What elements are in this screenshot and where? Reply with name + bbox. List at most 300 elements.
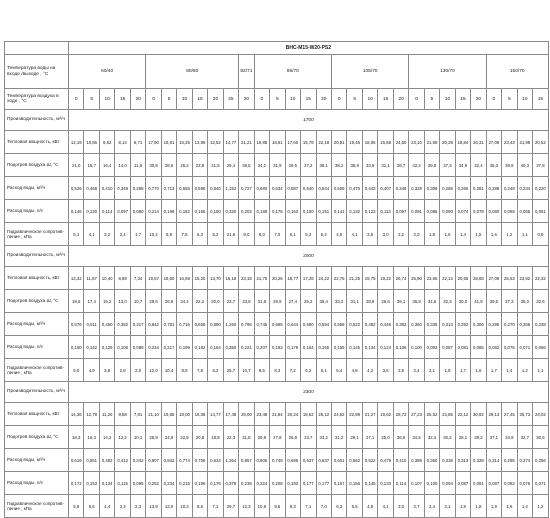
air-temperature-cell: 20 xyxy=(130,89,145,110)
table-cell: 7,1 xyxy=(208,495,223,518)
table-cell: 1,364 xyxy=(223,449,238,472)
table-cell: 31,1 xyxy=(378,154,393,177)
table-row xyxy=(5,472,549,495)
table-cell: 0,091 xyxy=(471,472,486,495)
water-temperature-group: 95/70 xyxy=(254,55,331,89)
table-cell: 0,412 xyxy=(115,449,130,472)
table-cell: 16,18 xyxy=(223,267,238,290)
table-cell: 2,3 xyxy=(130,495,145,518)
table-cell: 11,87 xyxy=(84,267,99,290)
table-row xyxy=(5,290,549,313)
air-temperature-cell: 10 xyxy=(517,89,532,110)
table-cell: 1,2 xyxy=(517,359,532,382)
table-cell: 31,9 xyxy=(270,154,285,177)
table-cell: 0,252 xyxy=(146,472,161,495)
table-cell: 0,167 xyxy=(331,472,346,495)
table-cell: 28,6 xyxy=(146,290,161,313)
table-cell: 0,150 xyxy=(208,200,223,223)
table-cell: 10,86 xyxy=(84,131,99,154)
table-cell: 0,087 xyxy=(486,472,501,495)
table-cell: 22,89 xyxy=(347,403,362,426)
table-cell: 0,145 xyxy=(347,336,362,359)
table-cell: 0,558 xyxy=(331,313,346,336)
airflow-value: 2300 xyxy=(69,382,549,403)
table-cell: 23,92 xyxy=(517,267,532,290)
table-cell: 0,078 xyxy=(471,200,486,223)
table-cell: 21,0 xyxy=(69,154,84,177)
table-cell: 30,2 xyxy=(440,426,455,449)
table-cell: 0,114 xyxy=(99,200,114,223)
table-cell: 0,695 xyxy=(270,313,285,336)
table-cell: 2,6 xyxy=(393,359,408,382)
table-cell: 7,5 xyxy=(177,223,192,246)
table-row xyxy=(5,495,549,518)
table-cell: 4,8 xyxy=(362,495,377,518)
table-cell: 39,2 xyxy=(471,426,486,449)
table-cell: 0,156 xyxy=(347,472,362,495)
table-cell: 33,2 xyxy=(331,290,346,313)
table-cell: 27,45 xyxy=(502,403,517,426)
table-cell: 34,5 xyxy=(409,426,424,449)
table-cell: 0,256 xyxy=(517,313,532,336)
table-cell: 35,4 xyxy=(316,290,331,313)
table-cell: 0,745 xyxy=(254,313,269,336)
table-cell: 3,2 xyxy=(99,223,114,246)
table-cell: 21,21 xyxy=(239,131,254,154)
table-cell: 0,164 xyxy=(208,336,223,359)
table-cell: 20,28 xyxy=(440,131,455,154)
table-cell: 24,22 xyxy=(316,267,331,290)
table-cell: 0,134 xyxy=(99,472,114,495)
table-cell: 0,202 xyxy=(239,200,254,223)
table-cell: 0,634 xyxy=(208,449,223,472)
table-cell: 1,7 xyxy=(486,359,501,382)
airflow-header-row xyxy=(5,246,549,267)
water-temperature-group: 150/70 xyxy=(486,55,548,89)
table-cell: 0,382 xyxy=(393,313,408,336)
air-temperature-cell: 0 xyxy=(146,89,161,110)
table-cell: 0,071 xyxy=(533,472,549,495)
water-temperature-row xyxy=(5,55,549,89)
table-cell: 6,9 xyxy=(69,495,84,518)
table-cell: 29,13 xyxy=(486,403,501,426)
table-cell: 27,2 xyxy=(301,154,316,177)
air-temperature-cell: 5 xyxy=(161,89,176,110)
air-temperature-cell: 25 xyxy=(223,89,238,110)
table-cell: 0,074 xyxy=(455,200,470,223)
table-cell: 0,094 xyxy=(440,472,455,495)
table-cell: 1,4 xyxy=(455,223,470,246)
table-cell: 0,594 xyxy=(316,313,331,336)
table-cell: 21,6 xyxy=(223,223,238,246)
air-temperature-cell: 20 xyxy=(393,89,408,110)
table-cell: 10,7 xyxy=(130,290,145,313)
table-cell: 0,842 xyxy=(161,449,176,472)
table-cell: 27,23 xyxy=(409,403,424,426)
table-cell: 0,141 xyxy=(331,200,346,223)
table-cell: 0,342 xyxy=(130,449,145,472)
table-cell: 22,32 xyxy=(533,267,549,290)
table-cell: 0,482 xyxy=(99,449,114,472)
table-cell: 0,314 xyxy=(486,449,501,472)
table-cell: 24,4 xyxy=(177,290,192,313)
table-cell: 0,164 xyxy=(301,336,316,359)
table-cell: 0,133 xyxy=(378,472,393,495)
table-cell: 0,781 xyxy=(161,313,176,336)
table-cell: 6,3 xyxy=(192,223,207,246)
row-label: Расход воды, м³/ч xyxy=(5,177,69,200)
table-cell: 2,0 xyxy=(409,223,424,246)
table-cell: 6,1 xyxy=(285,223,300,246)
table-cell: 0,107 xyxy=(409,472,424,495)
table-cell: 26,6 xyxy=(378,290,393,313)
table-cell: 0,080 xyxy=(440,200,455,223)
table-cell: 0,590 xyxy=(301,313,316,336)
table-cell: 2,4 xyxy=(424,495,439,518)
table-cell: 10,9 xyxy=(254,495,269,518)
table-cell: 9,5 xyxy=(254,359,269,382)
air-temperature-cell: 5 xyxy=(502,89,517,110)
table-cell: 25,52 xyxy=(424,403,439,426)
table-cell: 23,9 xyxy=(192,154,207,177)
air-temperature-cell: 15 xyxy=(192,89,207,110)
table-cell: 1,9 xyxy=(486,495,501,518)
table-cell: 29,6 xyxy=(270,290,285,313)
table-cell: 0,598 xyxy=(192,177,207,200)
table-cell: 23,43 xyxy=(502,131,517,154)
table-cell: 0,511 xyxy=(84,313,99,336)
table-cell: 19,45 xyxy=(347,131,362,154)
table-cell: 0,385 xyxy=(409,449,424,472)
table-cell: 5,2 xyxy=(316,223,331,246)
air-temperature-cell: 15 xyxy=(533,89,549,110)
table-cell: 0,634 xyxy=(270,177,285,200)
table-cell: 2,2 xyxy=(393,223,408,246)
table-cell: 0,179 xyxy=(285,336,300,359)
table-cell: 0,095 xyxy=(130,472,145,495)
table-cell: 0,176 xyxy=(270,200,285,223)
table-cell: 20,24 xyxy=(285,403,300,426)
table-cell: 0,713 xyxy=(161,177,176,200)
table-cell: 0,680 xyxy=(254,177,269,200)
table-cell: 31,1 xyxy=(347,290,362,313)
table-cell: 0,706 xyxy=(192,449,207,472)
table-cell: 0,224 xyxy=(254,472,269,495)
table-cell: 0,061 xyxy=(533,200,549,223)
table-cell: 0,088 xyxy=(130,336,145,359)
table-cell: 0,857 xyxy=(239,449,254,472)
water-temperature-group: 60/40 xyxy=(69,55,146,89)
table-cell: 0,234 xyxy=(146,336,161,359)
water-temperature-group: 130/70 xyxy=(409,55,486,89)
table-cell: 0,182 xyxy=(192,336,207,359)
table-cell: 34,2 xyxy=(254,154,269,177)
airflow-label: Производительность, м³/ч xyxy=(5,110,69,131)
table-cell: 20,8 xyxy=(192,426,207,449)
table-cell: 0,907 xyxy=(146,449,161,472)
table-cell: 31,2 xyxy=(331,426,346,449)
table-cell: 0,295 xyxy=(486,313,501,336)
table-cell: 5,5 xyxy=(347,495,362,518)
table-cell: 0,450 xyxy=(99,313,114,336)
table-cell: 0,727 xyxy=(239,177,254,200)
table-cell: 0,234 xyxy=(517,177,532,200)
table-cell: 0,196 xyxy=(192,472,207,495)
table-cell: 0,774 xyxy=(177,449,192,472)
table-cell: 0,075 xyxy=(502,336,517,359)
table-cell: 0,146 xyxy=(69,200,84,223)
table-cell: 16,68 xyxy=(378,131,393,154)
table-cell: 18,00 xyxy=(177,403,192,426)
table-cell: 5,4 xyxy=(331,359,346,382)
table-cell: 0,313 xyxy=(440,313,455,336)
table-cell: 19,75 xyxy=(362,267,377,290)
table-cell: 32,4 xyxy=(424,426,439,449)
row-label: Гидравлическое сопротив-ление , кПа xyxy=(5,495,69,518)
table-cell: 0,317 xyxy=(130,313,145,336)
air-temperature-cell: 0 xyxy=(486,89,501,110)
table-cell: 22,13 xyxy=(440,267,455,290)
table-cell: 1,152 xyxy=(223,177,238,200)
table-cell: 0,328 xyxy=(409,177,424,200)
table-cell: 0,349 xyxy=(115,177,130,200)
table-row xyxy=(5,359,549,382)
table-cell: 6,2 xyxy=(208,359,223,382)
table-cell: 1,2 xyxy=(502,223,517,246)
table-cell: 1,8 xyxy=(424,223,439,246)
table-cell: 1,8 xyxy=(440,359,455,382)
table-cell: 18,3 xyxy=(69,426,84,449)
table-cell: 33,9 xyxy=(239,290,254,313)
table-cell: 21,84 xyxy=(270,403,285,426)
table-cell: 34,9 xyxy=(502,426,517,449)
table-cell: 25,73 xyxy=(517,403,532,426)
table-cell: 0,081 xyxy=(455,336,470,359)
table-cell: 0,132 xyxy=(347,200,362,223)
table-cell: 18,22 xyxy=(378,267,393,290)
table-cell: 20,52 xyxy=(533,131,549,154)
table-cell: 0,274 xyxy=(517,449,532,472)
table-row xyxy=(5,154,549,177)
table-cell: 0,335 xyxy=(424,313,439,336)
table-cell: 32,4 xyxy=(471,154,486,177)
air-temperature-cell: 0 xyxy=(409,89,424,110)
row-label: Подогрев воздуха Δt, °С xyxy=(5,426,69,449)
table-cell: 0,526 xyxy=(69,177,84,200)
table-cell: 33,5 xyxy=(362,154,377,177)
table-cell: 8,89 xyxy=(115,267,130,290)
table-cell: 25,4 xyxy=(223,154,238,177)
table-cell: 0,115 xyxy=(115,472,130,495)
table-cell: 18,7 xyxy=(84,154,99,177)
table-cell: 30,8 xyxy=(146,154,161,177)
table-cell: 0,065 xyxy=(517,200,532,223)
table-cell: 31,8 xyxy=(239,426,254,449)
table-cell: 0,644 xyxy=(285,313,300,336)
table-cell: 31,8 xyxy=(254,290,269,313)
table-cell: 38,2 xyxy=(331,154,346,177)
table-cell: 1,1 xyxy=(533,359,549,382)
table-cell: 8,3 xyxy=(285,495,300,518)
table-cell: 34,9 xyxy=(455,154,470,177)
table-cell: 17,26 xyxy=(301,267,316,290)
table-cell: 0,695 xyxy=(285,449,300,472)
table-cell: 3,0 xyxy=(393,495,408,518)
table-row xyxy=(5,403,549,426)
air-temperature-cell: 5 xyxy=(270,89,285,110)
table-cell: 1,6 xyxy=(440,223,455,246)
table-cell: 0,193 xyxy=(285,472,300,495)
table-cell: 0,522 xyxy=(347,313,362,336)
table-cell: 1,6 xyxy=(486,223,501,246)
table-cell: 11,5 xyxy=(130,154,145,177)
table-cell: 0,145 xyxy=(362,472,377,495)
row-label: Расход воды, л/с xyxy=(5,336,69,359)
table-cell: 0,182 xyxy=(177,200,192,223)
air-temperature-cell: 5 xyxy=(424,89,439,110)
air-temperature-cell: 0 xyxy=(331,89,346,110)
table-cell: 37,8 xyxy=(533,154,549,177)
table-cell: 2,4 xyxy=(409,359,424,382)
table-cell: 8,3 xyxy=(270,359,285,382)
table-cell: 0,166 xyxy=(192,200,207,223)
table-cell: 0,238 xyxy=(239,472,254,495)
table-cell: 12,19 xyxy=(69,131,84,154)
table-cell: 19,56 xyxy=(161,403,176,426)
table-cell: 12,3 xyxy=(239,495,254,518)
table-cell: 9,6 xyxy=(270,495,285,518)
airflow-header-row xyxy=(5,110,549,131)
table-body xyxy=(5,42,549,518)
table-cell: 0,576 xyxy=(69,313,84,336)
table-row xyxy=(5,267,549,290)
table-cell: 35,0 xyxy=(517,290,532,313)
table-cell: 18,84 xyxy=(455,131,470,154)
table-cell: 10,7 xyxy=(239,359,254,382)
row-label: Расход воды, л/с xyxy=(5,200,69,223)
table-cell: 0,071 xyxy=(517,336,532,359)
table-cell: 42,2 xyxy=(409,154,424,177)
table-cell: 0,150 xyxy=(301,200,316,223)
table-cell: 13,89 xyxy=(192,131,207,154)
table-cell: 12,0 xyxy=(146,359,161,382)
table-cell: 0,106 xyxy=(393,336,408,359)
table-cell: 41,9 xyxy=(471,290,486,313)
table-cell: 17,48 xyxy=(223,403,238,426)
table-cell: 22,12 xyxy=(455,403,470,426)
table-cell: 8,6 xyxy=(192,495,207,518)
table-row xyxy=(5,449,549,472)
table-cell: 0,540 xyxy=(208,177,223,200)
table-cell: 12,2 xyxy=(115,426,130,449)
table-row xyxy=(5,336,549,359)
table-cell: 4,1 xyxy=(378,495,393,518)
table-row xyxy=(5,313,549,336)
table-cell: 0,093 xyxy=(424,336,439,359)
table-cell: 3,0 xyxy=(378,223,393,246)
table-cell: 0,270 xyxy=(502,313,517,336)
table-cell: 39,1 xyxy=(393,290,408,313)
table-cell: 20,26 xyxy=(270,267,285,290)
table-cell: 6,0 xyxy=(69,359,84,382)
table-cell: 35,8 xyxy=(347,154,362,177)
table-cell: 25,8 xyxy=(285,426,300,449)
table-cell: 23,7 xyxy=(301,426,316,449)
table-cell: 0,198 xyxy=(161,200,176,223)
title-row xyxy=(5,42,549,55)
table-cell: 0,130 xyxy=(84,200,99,223)
table-cell: 14,77 xyxy=(208,403,223,426)
table-cell: 0,360 xyxy=(424,449,439,472)
table-cell: 0,796 xyxy=(239,313,254,336)
airflow-value: 1700 xyxy=(69,110,549,131)
table-cell: 18,06 xyxy=(362,131,377,154)
table-cell: 9,58 xyxy=(115,403,130,426)
table-cell: 24,52 xyxy=(331,403,346,426)
table-cell: 25,2 xyxy=(301,290,316,313)
table-cell: 26,31 xyxy=(471,131,486,154)
table-cell: 16,61 xyxy=(161,131,176,154)
table-cell: 0,288 xyxy=(440,177,455,200)
row-label: Расход воды, л/с xyxy=(5,472,69,495)
table-cell: 27,1 xyxy=(362,426,377,449)
table-cell: 20,55 xyxy=(455,267,470,290)
airflow-label: Производительность, м³/ч xyxy=(5,382,69,403)
table-cell: 0,234 xyxy=(161,472,176,495)
table-cell: 0,087 xyxy=(455,472,470,495)
table-cell: 0,217 xyxy=(161,336,176,359)
air-temperature-cell: 10 xyxy=(440,89,455,110)
table-cell: 2,0 xyxy=(130,359,145,382)
table-cell: 13,0 xyxy=(115,290,130,313)
table-cell: 5,1 xyxy=(69,223,84,246)
table-cell: 0,066 xyxy=(533,336,549,359)
table-cell: 30,82 xyxy=(471,403,486,426)
table-cell: 32,3 xyxy=(440,290,455,313)
table-cell: 2,1 xyxy=(424,359,439,382)
table-cell: 4,1 xyxy=(84,223,99,246)
water-temperature-group: 82/71 xyxy=(239,55,254,89)
table-cell: 0,106 xyxy=(115,336,130,359)
table-cell: 28,73 xyxy=(393,403,408,426)
table-cell: 0,153 xyxy=(84,472,99,495)
table-cell: 0,134 xyxy=(362,336,377,359)
table-cell: 36,5 xyxy=(239,154,254,177)
table-cell: 16,38 xyxy=(192,403,207,426)
table-cell: 39,8 xyxy=(424,154,439,177)
table-cell: 0,655 xyxy=(177,177,192,200)
table-cell: 15,2 xyxy=(99,290,114,313)
table-cell: 28,68 xyxy=(471,267,486,290)
table-cell: 27,09 xyxy=(486,267,501,290)
table-cell: 0,123 xyxy=(362,200,377,223)
table-cell: 0,087 xyxy=(440,336,455,359)
table-cell: 3,3 xyxy=(115,495,130,518)
table-cell: 25,00 xyxy=(239,403,254,426)
table-cell: 0,313 xyxy=(455,449,470,472)
table-cell: 18,60 xyxy=(161,267,176,290)
table-cell: 0,221 xyxy=(239,336,254,359)
table-cell: 17,60 xyxy=(285,131,300,154)
table-cell: 1,7 xyxy=(455,359,470,382)
table-cell: 5,2 xyxy=(301,223,316,246)
row-label: Тепловая мощность, кВт xyxy=(5,131,69,154)
table-cell: 27,4 xyxy=(285,290,300,313)
table-cell: 1,4 xyxy=(502,359,517,382)
table-cell: 2,4 xyxy=(115,223,130,246)
table-cell: 28,6 xyxy=(161,154,176,177)
air-temperature-cell: 15 xyxy=(455,89,470,110)
